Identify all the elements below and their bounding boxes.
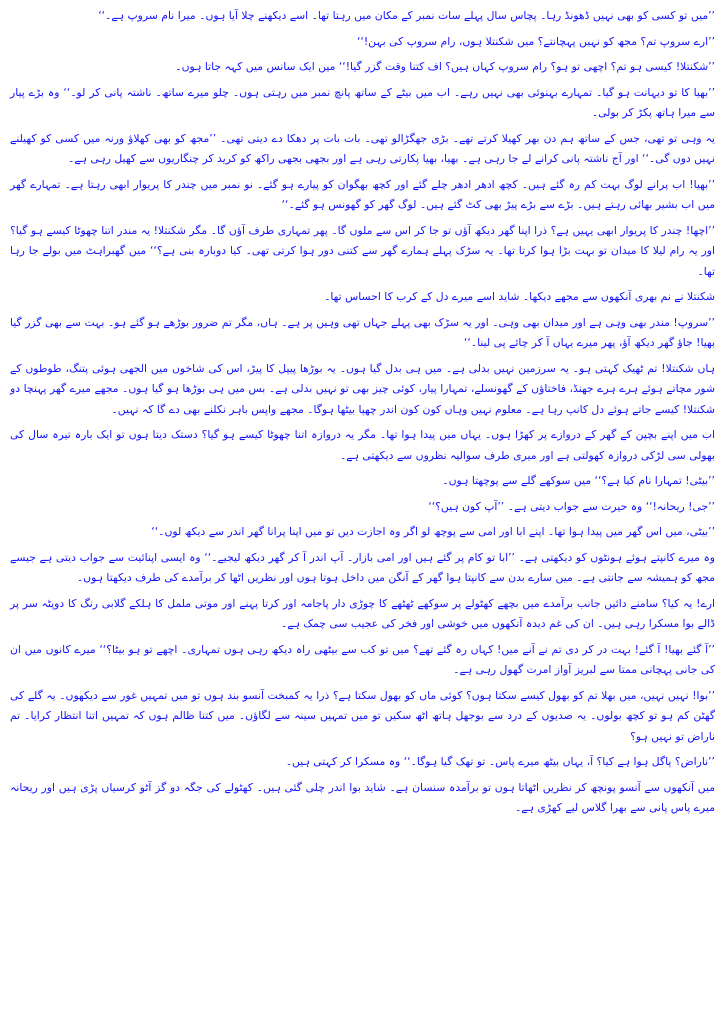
story-paragraph: ’’اچھا! چندر کا پریوار ابھی یہیں ہے؟ ذرا اپنا گھر دیکھ آؤں تو جا کر اس سے ملوں گا۔ پھر تمہاری طرف آؤں گا۔ مگر شکنتلا! یہ مندر اتنا چھوٹا کیسے ہو گیا؟ اور یہ رام لیلا کا میدان تو بہت بڑا ہوا کرتا تھا۔ یہ سڑک پہلے ہمارے گھر سے کتنی دور ہوا کرتی تھی۔ کیا دوبارہ بنی ہے؟‘‘ میں گھبراہٹ میں بولے جا رہا تھا۔ bbox=[10, 223, 715, 278]
story-paragraph: ’’بیٹی، میں اس گھر میں پیدا ہوا تھا۔ اپنے ابا اور امی سے پوچھ لو اگر وہ اجازت دیں تو میں اپنا پرانا گھر اندر سے دیکھ لوں۔‘‘ bbox=[151, 525, 715, 538]
story-paragraph: اب میں اپنے بچپن کے گھر کے دروازے پر کھڑا ہوں۔ یہاں میں پیدا ہوا تھا۔ مگر یہ دروازہ اتنا چھوٹا کیسے ہو گیا؟ دستک دیتا ہوں تو ایک بارہ تیرہ سال کی بھولی سی لڑکی دروازہ کھولتی ہے اور میری طرف سوالیہ نظروں سے دیکھتی ہے۔ bbox=[10, 428, 715, 462]
story-paragraph: وہ میرے کانپتے ہوئے ہونٹوں کو دیکھتی ہے۔ ’’ابا تو کام پر گئے ہیں اور امی بازار۔ آپ اندر آ کر گھر دیکھ لیجیے۔‘‘ وہ ایسی اپنائیت سے جواب دیتی ہے جیسے مجھ کو ہمیشہ سے جانتی ہے۔ میں سارے بدن سے کانپتا ہوا گھر کے آنگن میں داخل ہوتا ہوں اور نظریں اٹھا کر برآمدے کی طرف دیکھتا ہوں۔ bbox=[10, 550, 715, 584]
story-paragraph: ’’بھیا! اب پرانے لوگ بہت کم رہ گئے ہیں۔ کچھ ادھر ادھر چلے گئے اور کچھ بھگوان کو پیارے ہو گئے۔ نو نمبر میں چندر کا پریوار ابھی رہتا ہے۔ تمہارے گھر میں اب بشیر بھائی رہتے ہیں۔ بڑے سے بڑے پیڑ بھی کٹ گئے ہیں۔ لوگ گھر کو گھونس ہو گئے۔‘‘ bbox=[10, 177, 715, 211]
story-paragraph: ’’ارے سروپ تم؟ مجھ کو نہیں پہچانتے؟ میں شکنتلا ہوں، رام سروپ کی بہن!‘‘ bbox=[356, 34, 715, 48]
story-paragraph: میں آنکھوں سے آنسو پونچھ کر نظریں اٹھاتا ہوں تو برآمدہ سنسان ہے۔ شاید بوا اندر چلی گئی ہیں۔ کھٹولے کی جگہ دو گز آٹو کرسیاں پڑی ہیں اور ریحانہ میرے پاس پانی سے بھرا گلاس لیے کھڑی ہے۔ bbox=[10, 780, 715, 814]
story-paragraph: ’’جی! ریحانہ!‘‘ وہ حیرت سے جواب دیتی ہے۔ ’’آپ کون ہیں؟‘‘ bbox=[428, 499, 715, 513]
story-paragraph: ’’بوا! نہیں نہیں، میں بھلا تم کو بھول کیسے سکتا ہوں؟ کوئی ماں کو بھول سکتا ہے؟ ذرا یہ کمبخت آنسو بند ہوں تو میں تمہیں غور سے دیکھوں۔ یہ گلے کی گھٹن کم ہو تو کچھ بولوں۔ یہ صدیوں کے درد سے بوجھل ہاتھ اٹھ سکیں تو میں تمہیں سینہ سے لگاؤں۔ میں کتنا ظالم ہوں کہ تمہیں اتنا انتظار کرایا۔ تم ناراض تو نہیں ہو؟ bbox=[10, 688, 715, 743]
story-paragraph: ’’میں تو کسی کو بھی نہیں ڈھونڈ رہا۔ پچاس سال پہلے سات نمبر کے مکان میں رہتا تھا۔ اسے دیکھنے چلا آیا ہوں۔ میرا نام سروپ ہے۔‘‘ bbox=[98, 9, 715, 22]
story-paragraph: ’’بیٹی! تمہارا نام کیا ہے؟‘‘ میں سوکھے گلے سے پوچھتا ہوں۔ bbox=[442, 474, 715, 487]
story-paragraph: ’’بھیا کا تو دیہانت ہو گیا۔ تمہارے بہنوئی بھی نہیں رہے۔ اب میں بیٹے کے ساتھ پانچ نمبر میں رہتی ہوں۔ چلو میرے ساتھ۔ ناشتہ پانی کر لو۔‘‘ وہ بڑے پیار سے میرا ہاتھ پکڑ کر بولی۔ bbox=[10, 85, 715, 119]
story-paragraph: شکنتلا نے نم بھری آنکھوں سے مجھے دیکھا۔ شاید اسے میرے دل کے کرب کا احساس تھا۔ bbox=[324, 290, 715, 303]
story-paragraph: ’’سروپ! مندر بھی وہی ہے اور میدان بھی وہی۔ اور یہ سڑک بھی پہلے جہاں تھی وہیں پر ہے۔ ہاں، مگر تم ضرور بوڑھے ہو گئے ہو۔ بہت سے بھی گزر گیا بھیا! جاؤ گھر دیکھ آؤ، پھر میرے یہاں آ کر چائے پی لینا۔‘‘ bbox=[10, 315, 715, 349]
story-paragraph: یہ وہی تو تھی، جس کے ساتھ ہم دن بھر کھیلا کرتے تھے۔ بڑی جھگڑالو تھی۔ بات بات پر دھکا دے دیتی تھی۔ ’’مجھ کو بھی کھلاؤ ورنہ میں کسی کو کھیلنے نہیں دوں گی۔‘‘ اور آج ناشتہ پانی کرانے لے جا رہی ہے۔ بھیا، بھیا پکارتی رہی ہے اور بجھی بجھی راکھ کو کرید کر چنگاریوں سے کھیل رہی ہے۔ bbox=[10, 131, 715, 165]
story-paragraph: ’’آ گئے بھیا! آ گئے! بہت در کر دی تم نے آنے میں! کہاں رہ گئے تھے؟ میں تو کب سے بیٹھی راہ دیکھ رہی ہوں تمہاری۔ اچھے تو ہو بیٹا؟‘‘ میرے کانوں میں ان کی جانی پہچانی ممتا سے لبریز آواز امرت گھول رہی ہے۔ bbox=[10, 642, 715, 676]
story-paragraph: ہاں شکنتلا! تم ٹھیک کہتی ہو۔ یہ سرزمین نہیں بدلی ہے۔ میں ہی بدل گیا ہوں۔ یہ بوڑھا پیپل کا پیڑ، اس کی شاخوں میں الجھی ہوئی پتنگ، طوطوں کے شور مچاتے ہوئے ہرے ہرے جھنڈ، فاختاؤں کے گھونسلے، تمہارا پیار، کوئی چیز بھی تو نہیں بدلی ہے۔ بس میں ہی بوڑھا ہو گیا ہوں۔ مجھے میرے گھر پہنچا دو شکنتلا! کیسے جاتے ہوئے دل کانپ رہا ہے۔ معلوم نہیں وہاں کون کون اندر چھپا بیٹھا ہوگا۔ مجھے واپس باہر نکلنے بھی دے گا کہ نہیں۔ bbox=[10, 361, 715, 416]
story-paragraph: ’’شکنتلا! کیسی ہو تم؟ اچھی تو ہو؟ رام سروپ کہاں ہیں؟ اف کتنا وقت گزر گیا!‘‘ میں ایک سانس میں کہہ جاتا ہوں۔ bbox=[175, 60, 715, 73]
story-paragraph: ’’ناراض؟ پاگل ہوا ہے کیا؟ آ، یہاں بیٹھ میرے پاس۔ تو تھک گیا ہوگا۔‘‘ وہ مسکرا کر کہتی ہیں۔ bbox=[285, 755, 715, 768]
story-paragraph: ارے! یہ کیا؟ سامنے دائیں جانب برآمدے میں بچھے کھٹولے پر سوکھے ٹھٹھے کا چوڑی دار پاجامہ اور کرتا پہنے اور موتی ململ کا ہلکے گلابی رنگ کا دوپٹہ سر پر ڈالے بوا مسکرا رہی ہیں۔ ان کی غم دیدہ آنکھوں میں خوشی اور فخر کی عجیب سی چمک ہے۔ bbox=[10, 596, 715, 630]
